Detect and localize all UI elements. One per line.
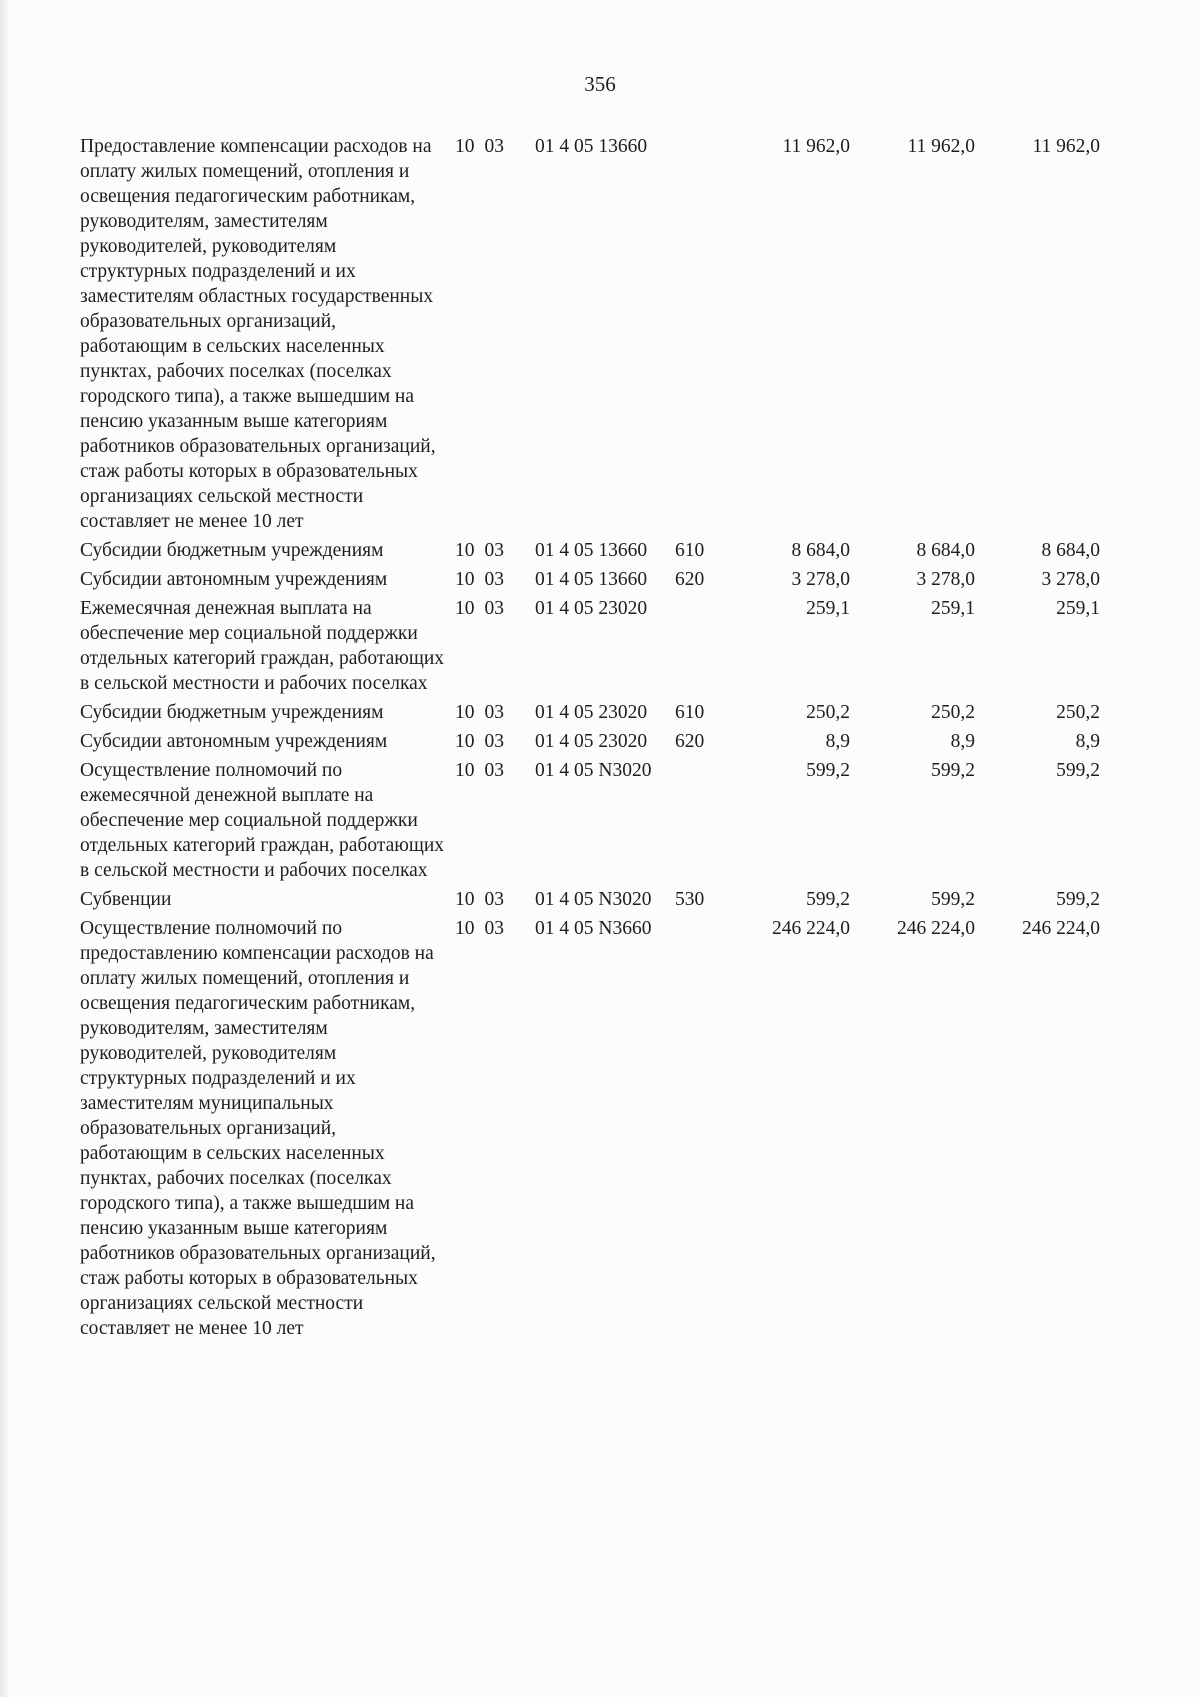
- table-row: [80, 758, 1180, 883]
- row-value-1: 8,9: [825, 731, 850, 752]
- row-section: [455, 567, 515, 592]
- row-rz: 10: [455, 702, 475, 723]
- budget-table: [80, 134, 1180, 1345]
- row-expense-type: 530: [675, 889, 705, 910]
- row-rz: 10: [455, 598, 475, 619]
- row-value-2: 11 962,0: [907, 136, 975, 157]
- table-row: [80, 596, 1180, 696]
- row-target-code: 01 4 05 13660: [535, 569, 648, 590]
- row-pr: 03: [484, 540, 504, 561]
- row-value-3: 259,1: [1056, 598, 1100, 619]
- row-pr: 03: [484, 918, 504, 939]
- row-section: [455, 596, 515, 621]
- row-value-1: 250,2: [806, 702, 850, 723]
- row-target-code: 01 4 05 13660: [535, 136, 648, 157]
- row-target-code: 01 4 05 23020: [535, 702, 648, 723]
- row-value-3: 3 278,0: [1041, 569, 1100, 590]
- row-value-2: 250,2: [931, 702, 975, 723]
- row-target-code: 01 4 05 N3020: [535, 889, 652, 910]
- row-rz: 10: [455, 731, 475, 752]
- row-rz: 10: [455, 540, 475, 561]
- row-name: Предоставление компенсации расходов на оплату жилых помещений, отопления и освещения педагогическим работникам, руководителям, заместителям руководителей, руководителям структурных подразделений и их заместителям областных государственных образовательных организаций, работающим в сельских населенных пунктах, рабочих поселках (поселках городского типа), а также вышедшим на пенсию указанным выше категориям работников образовательных организаций, стаж работы которых в образовательных организациях сельской местности составляет не менее 10 лет: [80, 136, 436, 532]
- row-pr: 03: [484, 569, 504, 590]
- row-value-3: 11 962,0: [1032, 136, 1100, 157]
- table-row: [80, 538, 1180, 563]
- row-value-1: 599,2: [806, 889, 850, 910]
- row-name: Субсидии бюджетным учреждениям: [80, 540, 384, 561]
- row-target-code: 01 4 05 23020: [535, 731, 648, 752]
- table-row: [80, 134, 1180, 534]
- row-target-code: 01 4 05 13660: [535, 540, 648, 561]
- row-value-2: 3 278,0: [916, 569, 975, 590]
- row-rz: 10: [455, 136, 475, 157]
- row-section: [455, 887, 515, 912]
- table-row: [80, 567, 1180, 592]
- row-expense-type: 620: [675, 569, 705, 590]
- row-rz: 10: [455, 760, 475, 781]
- row-value-2: 8 684,0: [916, 540, 975, 561]
- row-value-3: 599,2: [1056, 889, 1100, 910]
- row-rz: 10: [455, 918, 475, 939]
- row-section: [455, 134, 515, 159]
- row-name: Субсидии автономным учреждениям: [80, 569, 388, 590]
- row-value-3: 8,9: [1075, 731, 1100, 752]
- row-value-1: 599,2: [806, 760, 850, 781]
- row-value-2: 599,2: [931, 760, 975, 781]
- row-target-code: 01 4 05 N3660: [535, 918, 652, 939]
- row-value-2: 246 224,0: [897, 918, 975, 939]
- row-rz: 10: [455, 889, 475, 910]
- row-expense-type: 620: [675, 731, 705, 752]
- row-value-1: 246 224,0: [772, 918, 850, 939]
- row-pr: 03: [484, 702, 504, 723]
- row-value-3: 250,2: [1056, 702, 1100, 723]
- row-target-code: 01 4 05 N3020: [535, 760, 652, 781]
- table-row: [80, 916, 1180, 1341]
- row-name: Осуществление полномочий по ежемесячной денежной выплате на обеспечение мер социальной поддержки отдельных категорий граждан, работающих в сельской местности и рабочих поселках: [80, 760, 445, 881]
- row-name: Субвенции: [80, 889, 172, 910]
- row-name: Субсидии бюджетным учреждениям: [80, 702, 384, 723]
- table-row: [80, 729, 1180, 754]
- row-value-3: 8 684,0: [1041, 540, 1100, 561]
- row-value-1: 11 962,0: [782, 136, 850, 157]
- table-row: [80, 887, 1180, 912]
- row-name: Ежемесячная денежная выплата на обеспечение мер социальной поддержки отдельных категорий граждан, работающих в сельской местности и рабочих поселках: [80, 598, 445, 694]
- row-name: Осуществление полномочий по предоставлению компенсации расходов на оплату жилых помещений, отопления и освещения педагогическим работникам, руководителям, заместителям руководителей, руководителям структурных подразделений и их заместителям муниципальных образовательных организаций, работающим в сельских населенных пунктах, рабочих поселках (поселках городского типа), а также вышедшим на пенсию указанным выше категориям работников образовательных организаций, стаж работы которых в образовательных организациях сельской местности составляет не менее 10 лет: [80, 918, 436, 1339]
- table-row: [80, 700, 1180, 725]
- row-value-2: 599,2: [931, 889, 975, 910]
- row-section: [455, 916, 515, 941]
- row-value-3: 599,2: [1056, 760, 1100, 781]
- row-pr: 03: [484, 889, 504, 910]
- scan-edge-shadow: [0, 0, 10, 1697]
- row-value-1: 8 684,0: [791, 540, 850, 561]
- row-pr: 03: [484, 598, 504, 619]
- row-section: [455, 700, 515, 725]
- row-section: [455, 538, 515, 563]
- row-value-1: 259,1: [806, 598, 850, 619]
- row-expense-type: 610: [675, 702, 705, 723]
- row-pr: 03: [484, 136, 504, 157]
- row-section: [455, 758, 515, 783]
- row-pr: 03: [484, 760, 504, 781]
- row-name: Субсидии автономным учреждениям: [80, 731, 388, 752]
- row-rz: 10: [455, 569, 475, 590]
- row-section: [455, 729, 515, 754]
- row-value-1: 3 278,0: [791, 569, 850, 590]
- row-pr: 03: [484, 731, 504, 752]
- row-expense-type: 610: [675, 540, 705, 561]
- row-value-3: 246 224,0: [1022, 918, 1100, 939]
- row-value-2: 8,9: [950, 731, 975, 752]
- row-target-code: 01 4 05 23020: [535, 598, 648, 619]
- row-value-2: 259,1: [931, 598, 975, 619]
- page-number: 356: [584, 72, 616, 96]
